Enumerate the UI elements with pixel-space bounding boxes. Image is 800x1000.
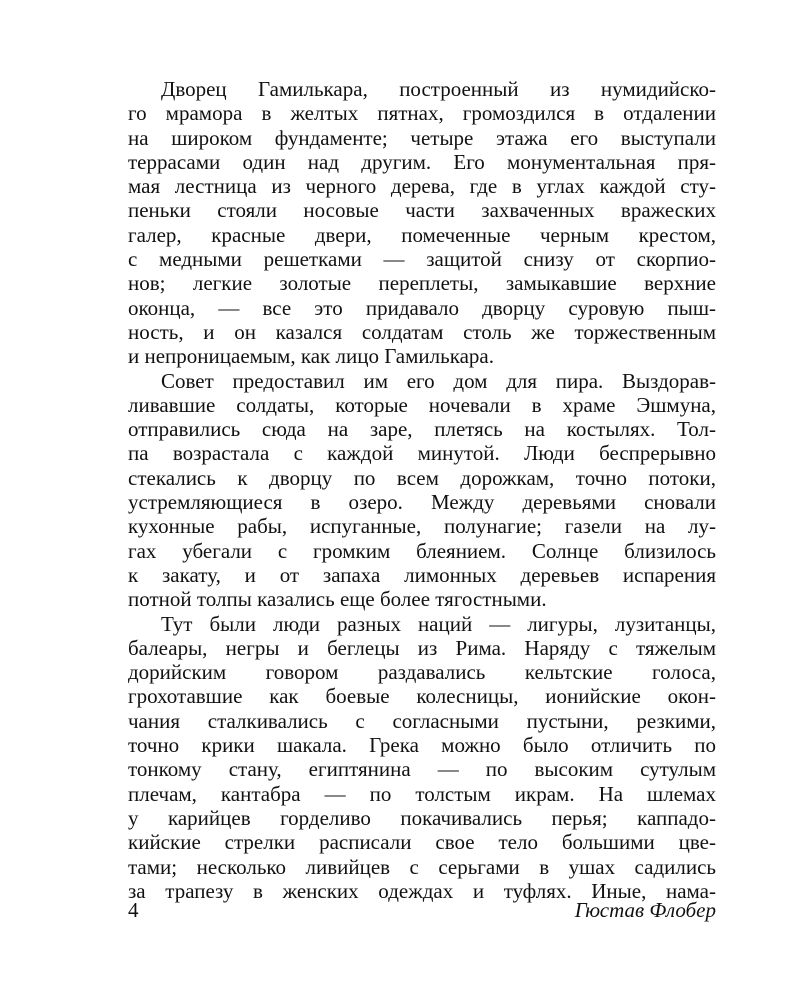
text-line: нов; легкие золотые переплеты, замыкавшие верхние <box>128 271 716 296</box>
text-line: и непроницаемым, как лицо Гамилькара. <box>128 344 494 369</box>
text-line: плечам, кантабра — по толстым икрам. На шлемах <box>128 781 716 806</box>
text-line: оконца, — все это придавало дворцу суровую пыш- <box>128 295 716 320</box>
running-author: Гюстав Флобер <box>574 898 716 922</box>
body-text <box>128 77 716 903</box>
text-line: Тут были люди разных наций — лигуры, лузитанцы, <box>161 611 716 636</box>
text-line: Дворец Гамилькара, построенный из нумидийско- <box>161 77 716 101</box>
paragraph <box>128 369 716 612</box>
text-line: потной толпы казались еще более тягостными. <box>128 587 547 612</box>
text-line: к закату, и от запаха лимонных деревьев испарения <box>128 562 716 587</box>
text-line: ливавшие солдаты, которые ночевали в храме Эшмуна, <box>128 392 716 417</box>
text-line: мая лестница из черного дерева, где в углах каждой сту- <box>128 174 716 199</box>
text-line: галер, красные двери, помеченные черным крестом, <box>128 222 716 247</box>
text-line: дорийским говором раздавались кельтские голоса, <box>128 660 716 685</box>
text-line: на широком фундаменте; четыре этажа его выступали <box>128 125 716 150</box>
text-line: устремляющиеся в озеро. Между деревьями сновали <box>128 490 716 515</box>
text-line: с медными решетками — защитой снизу от скорпио- <box>128 247 716 272</box>
text-line: грохотавшие как боевые колесницы, ионийские окон- <box>128 684 716 709</box>
paragraph <box>128 612 716 904</box>
text-line: тами; несколько ливийцев с серьгами в ушах садились <box>128 854 716 879</box>
text-line: кийские стрелки расписали свое тело большими цве- <box>128 830 716 855</box>
text-line: террасами один над другим. Его монументальная пря- <box>128 149 716 174</box>
text-line: балеары, негры и беглецы из Рима. Наряду с тяжелым <box>128 635 716 660</box>
page-number: 4 <box>128 898 139 922</box>
page-footer <box>128 898 716 928</box>
text-line: го мрамора в желтых пятнах, громоздился в отдалении <box>128 101 716 126</box>
text-line: тонкому стану, египтянина — по высоким сутулым <box>128 757 716 782</box>
text-line: отправились сюда на заре, плетясь на костылях. Тол- <box>128 417 716 442</box>
text-line: у карийцев горделиво покачивались перья; каппадо- <box>128 805 716 830</box>
text-line: точно крики шакала. Грека можно было отличить по <box>128 733 716 758</box>
paragraph <box>128 77 716 369</box>
text-line: гах убегали с громким блеянием. Солнце близилось <box>128 538 716 563</box>
text-line: кухонные рабы, испуганные, полунагие; газели на лу- <box>128 514 716 539</box>
text-line: стекались к дворцу по всем дорожкам, точно потоки, <box>128 465 716 490</box>
text-line: за трапезу в женских одеждах и туфлях. Иные, нама- <box>128 878 716 903</box>
text-line: чания сталкивались с согласными пустыни, резкими, <box>128 708 716 733</box>
text-line: ность, и он казался солдатам столь же торжественным <box>128 319 716 344</box>
text-line: пеньки стояли носовые части захваченных вражеских <box>128 198 716 223</box>
text-line: па возрастала с каждой минутой. Люди беспрерывно <box>128 441 716 466</box>
text-line: Совет предоставил им его дом для пира. Выздорав- <box>161 368 716 393</box>
